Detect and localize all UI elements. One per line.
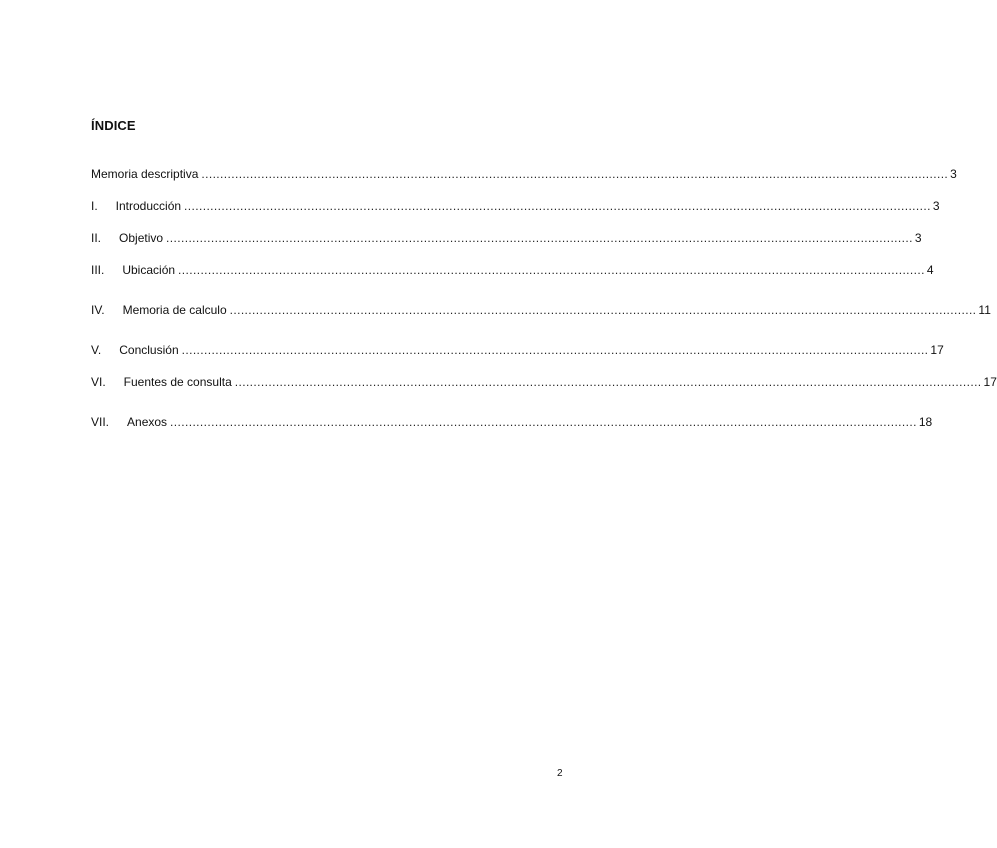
toc-entry xyxy=(91,230,922,246)
toc-entry-numeral: VII. xyxy=(91,415,110,429)
dot-leader: ........................................................................................................................................................................................................ xyxy=(201,167,949,181)
toc-entry-page: 4 xyxy=(926,263,934,277)
toc-entry-label: Conclusión xyxy=(119,343,179,357)
dot-leader: ........................................................................................................................................................................................................ xyxy=(178,263,925,277)
toc-entry-page: 18 xyxy=(918,415,933,429)
toc-entry-label: Introducción xyxy=(115,199,182,213)
toc-entry-label: Objetivo xyxy=(119,231,164,245)
dot-leader: ........................................................................................................................................................................................................ xyxy=(181,343,929,357)
toc-entry-page: 3 xyxy=(932,199,940,213)
index-title: ÍNDICE xyxy=(91,118,136,133)
dot-leader: ........................................................................................................................................................................................................ xyxy=(229,303,977,317)
dot-leader: ........................................................................................................................................................................................................ xyxy=(166,231,913,245)
toc-entry-numeral: IV. xyxy=(91,303,105,317)
toc-entry-label: Fuentes de consulta xyxy=(123,375,232,389)
toc-entry xyxy=(91,262,934,278)
toc-entry-numeral: I. xyxy=(91,199,98,213)
page-number: 2 xyxy=(557,768,563,779)
dot-leader: ........................................................................................................................................................................................................ xyxy=(184,199,931,213)
toc-entry-page: 17 xyxy=(930,343,944,357)
toc-entry-main xyxy=(91,166,957,182)
toc-entry xyxy=(91,198,940,214)
toc-entry-numeral: II. xyxy=(91,231,102,245)
toc-entry xyxy=(91,342,944,358)
toc-entry-label: Memoria de calculo xyxy=(122,303,227,317)
toc-entry-numeral: VI. xyxy=(91,375,106,389)
toc-entry-numeral: III. xyxy=(91,263,105,277)
toc-entry-label: Ubicación xyxy=(122,263,176,277)
toc-entry-page: 3 xyxy=(950,167,957,181)
dot-leader: ........................................................................................................................................................................................................ xyxy=(234,375,982,389)
toc-entry-numeral: V. xyxy=(91,343,102,357)
dot-leader: ........................................................................................................................................................................................................ xyxy=(170,415,917,429)
toc-entry-page: 17 xyxy=(983,375,997,389)
toc-entry xyxy=(91,414,933,430)
toc-entry-page: 3 xyxy=(914,231,922,245)
toc-entry-label: Anexos xyxy=(127,415,168,429)
toc-entry xyxy=(91,374,997,390)
toc-entry-page: 11 xyxy=(978,303,991,317)
toc-entry-label: Memoria descriptiva xyxy=(91,167,199,181)
toc-entry xyxy=(91,302,991,318)
